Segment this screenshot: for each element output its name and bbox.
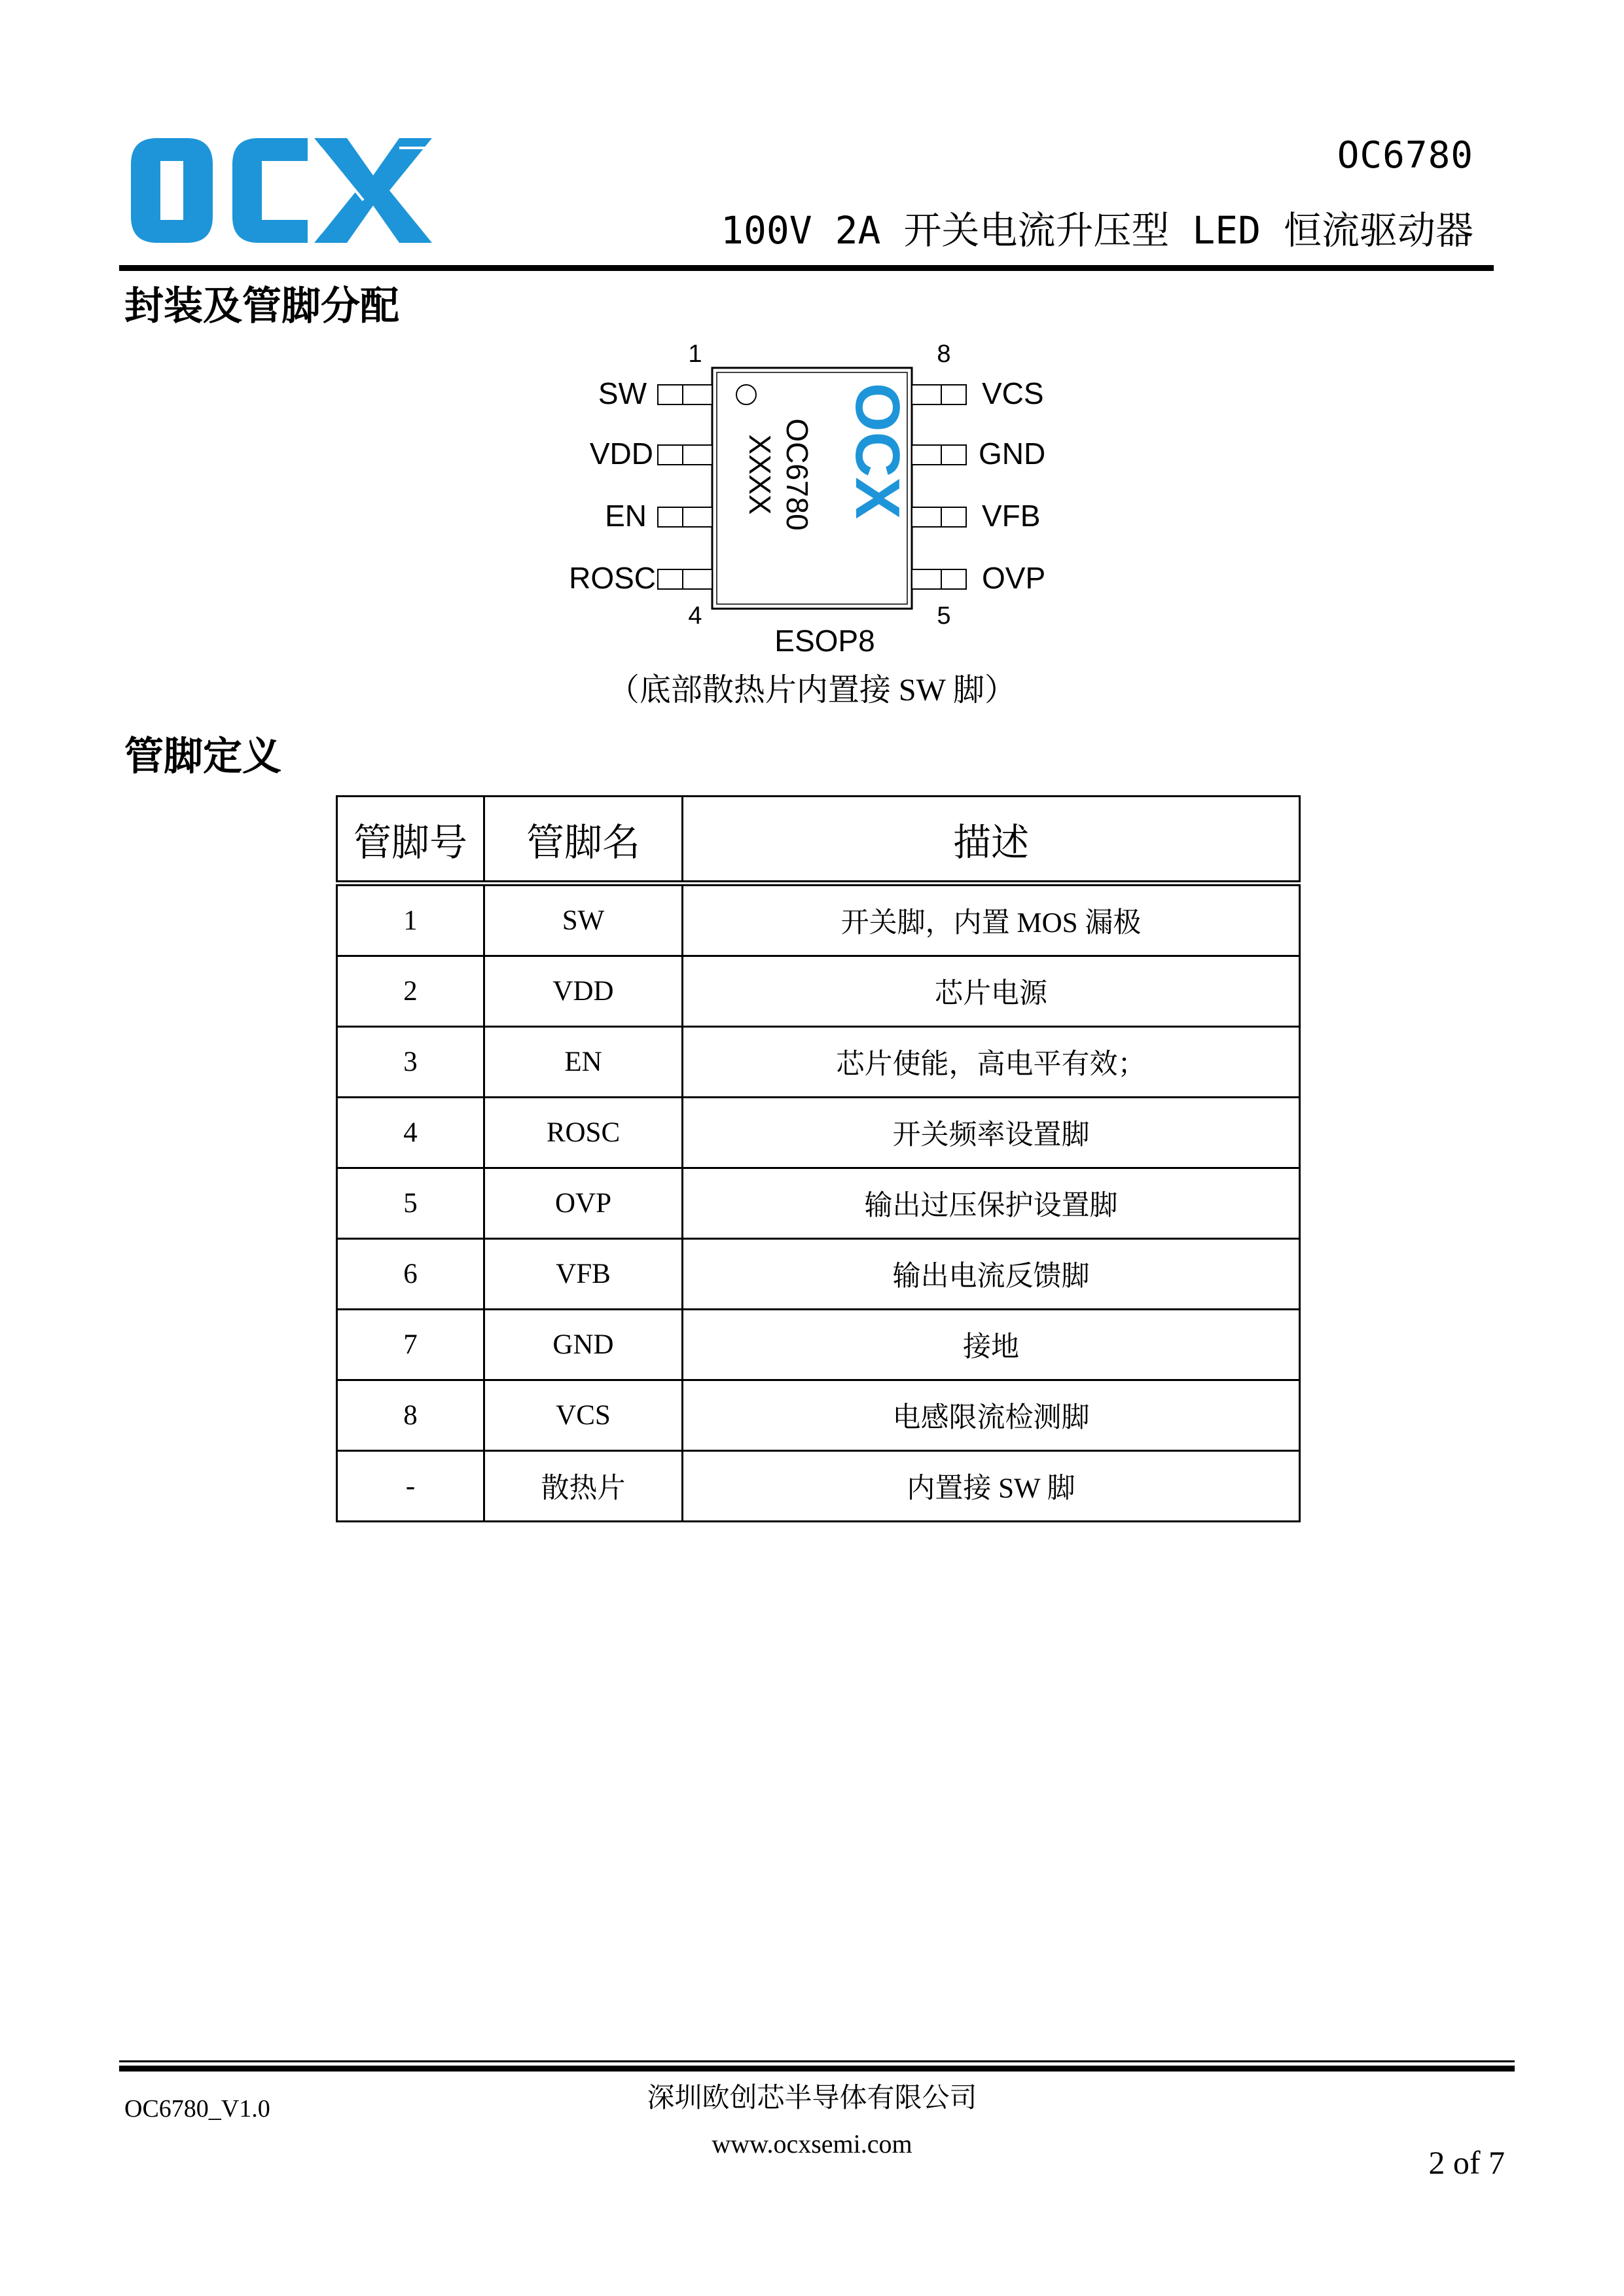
pin-label-vfb: VFB [982, 499, 1041, 533]
chip-marking-code: XXXX [743, 434, 777, 515]
section-heading-pin-definition: 管脚定义 [124, 734, 281, 780]
table-row [337, 1310, 1300, 1380]
table-row [337, 1239, 1300, 1310]
pin-description-cell: 电感限流检测脚 [683, 1380, 1300, 1451]
pin-name-cell: EN [484, 1027, 683, 1098]
document-title: 100V 2A 开关电流升压型 LED 恒流驱动器 [721, 208, 1473, 253]
pin-number-cell: 4 [337, 1098, 484, 1168]
company-website: www.ocxsemi.com [712, 2129, 912, 2159]
pin-label-rosc: ROSC [569, 561, 656, 595]
table-header-row [337, 797, 1300, 884]
header-pin-name: 管脚名 [484, 797, 683, 884]
section-heading-package: 封装及管脚分配 [124, 283, 399, 329]
pin-description-cell: 芯片使能，高电平有效； [683, 1027, 1300, 1098]
footer-rule-thick [119, 2066, 1515, 2072]
pin-label-en: EN [605, 499, 647, 533]
pin-description-cell: 接地 [683, 1310, 1300, 1380]
pin-number-8: 8 [937, 344, 951, 368]
table-row [337, 1027, 1300, 1098]
pin-name-cell: SW [484, 884, 683, 956]
pin-number-cell: 6 [337, 1239, 484, 1310]
pin-description-cell: 开关频率设置脚 [683, 1098, 1300, 1168]
table-row [337, 1168, 1300, 1239]
pin-definition-table [336, 795, 1301, 1522]
package-note: （底部散热片内置接 SW 脚） [607, 673, 1017, 708]
pin-name-cell: VDD [484, 956, 683, 1027]
header-pin-number: 管脚号 [337, 797, 484, 884]
pin-description-cell: 芯片电源 [683, 956, 1300, 1027]
table-row [337, 1380, 1300, 1451]
pin-name-cell: ROSC [484, 1098, 683, 1168]
table-row [337, 1098, 1300, 1168]
pin-number-cell: 5 [337, 1168, 484, 1239]
footer-rule [119, 2060, 1515, 2062]
pin-description-cell: 输出电流反馈脚 [683, 1239, 1300, 1310]
header-rule [119, 265, 1494, 271]
pin-label-gnd: GND [979, 437, 1046, 471]
pin-description-cell: 开关脚，内置 MOS 漏极 [683, 884, 1300, 956]
pin-number-cell: 3 [337, 1027, 484, 1098]
pin-number-cell: 1 [337, 884, 484, 956]
document-version: OC6780_V1.0 [124, 2095, 270, 2123]
pin-label-sw: SW [598, 376, 647, 410]
pin-label-vcs: VCS [982, 376, 1044, 410]
pin-number-cell: 2 [337, 956, 484, 1027]
pin-label-ovp: OVP [982, 561, 1046, 595]
company-name: 深圳欧创芯半导体有限公司 [647, 2083, 977, 2113]
table-row [337, 884, 1300, 956]
ocx-logo [124, 135, 452, 246]
pin-number-4: 4 [688, 602, 702, 630]
pin-number-1: 1 [688, 344, 702, 368]
package-diagram [550, 344, 1074, 658]
table-row [337, 1451, 1300, 1522]
table-row [337, 956, 1300, 1027]
pin-name-cell: GND [484, 1310, 683, 1380]
pin-name-cell: VCS [484, 1380, 683, 1451]
pin-description-cell: 内置接 SW 脚 [683, 1451, 1300, 1522]
pin-name-cell: 散热片 [484, 1451, 683, 1522]
pin-label-vdd: VDD [589, 437, 653, 471]
pin-description-cell: 输出过压保护设置脚 [683, 1168, 1300, 1239]
pin-number-cell: - [337, 1451, 484, 1522]
header-description: 描述 [683, 797, 1300, 884]
pin-number-5: 5 [937, 602, 951, 630]
svg-text:OCX: OCX [842, 383, 912, 520]
part-number: OC6780 [1337, 134, 1473, 177]
package-name: ESOP8 [774, 624, 875, 658]
pin-number-cell: 8 [337, 1380, 484, 1451]
pin-number-cell: 7 [337, 1310, 484, 1380]
page-number: 2 of 7 [1428, 2144, 1505, 2181]
pin-name-cell: OVP [484, 1168, 683, 1239]
pin-name-cell: VFB [484, 1239, 683, 1310]
chip-marking-part: OC6780 [780, 418, 814, 531]
chip-logo [842, 383, 912, 519]
